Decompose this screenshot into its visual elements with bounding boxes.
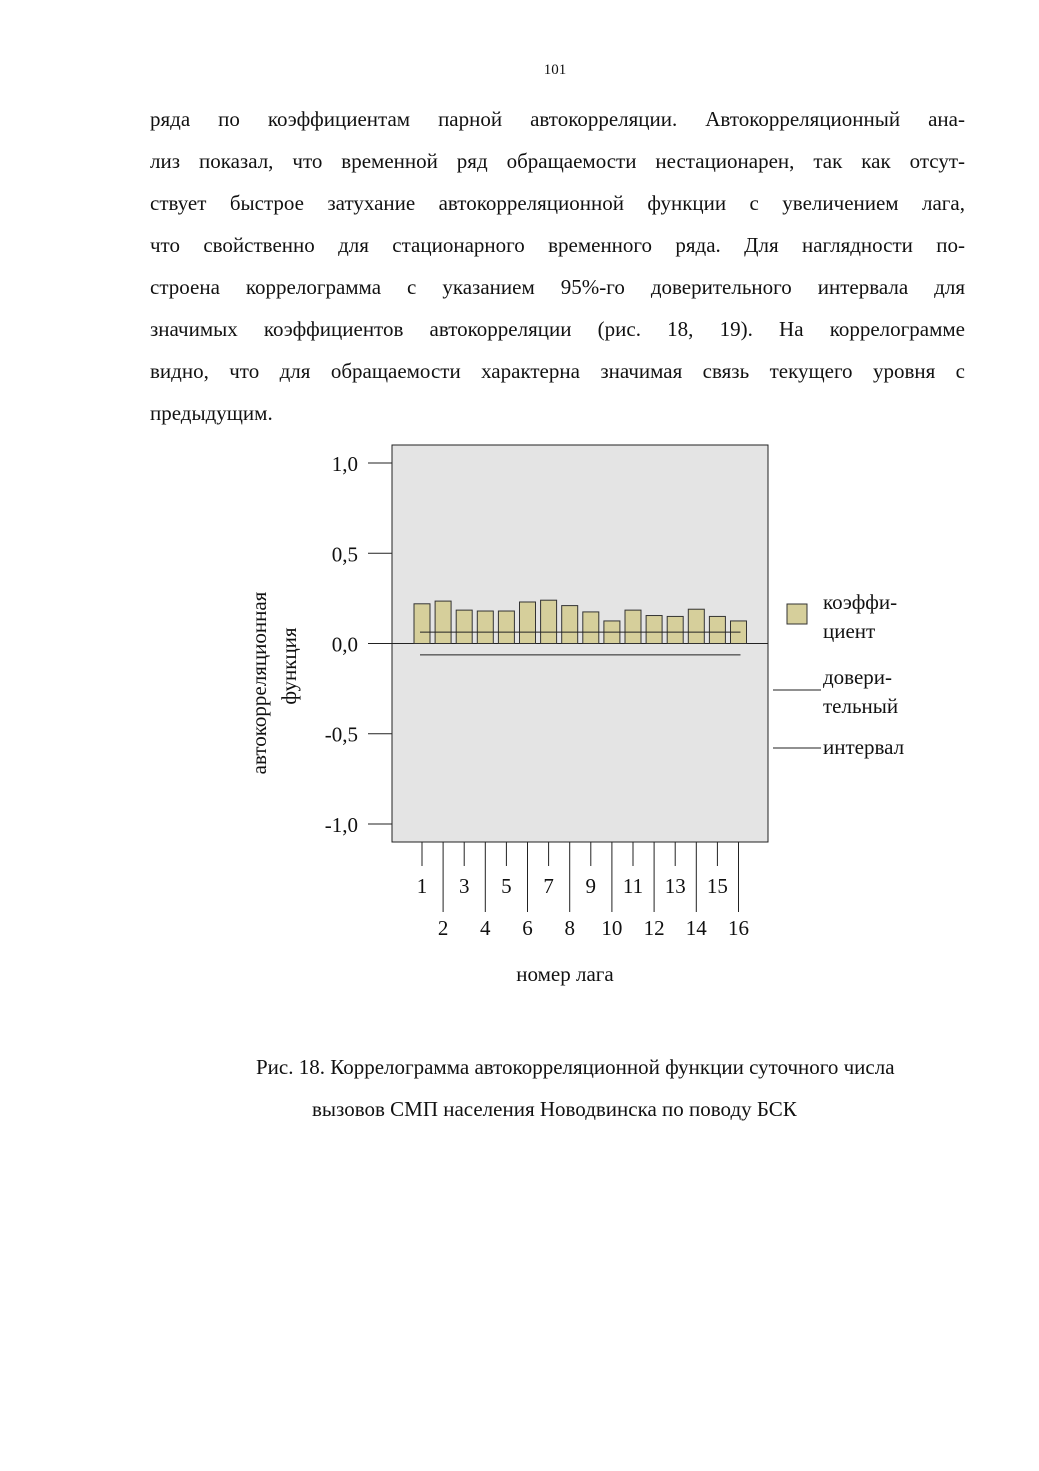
paragraph-line: предыдущим.: [150, 401, 273, 425]
x-tick-label: 14: [685, 916, 707, 940]
legend-label-ci-line-2: тельный: [823, 694, 899, 718]
x-tick-label: 4: [480, 916, 491, 940]
paragraph-line: видно, что для обращаемости характерна значимая связь текущего уровня с: [150, 359, 965, 383]
legend-swatch-coefficient: [787, 604, 807, 624]
legend-label-coefficient-line-2: циент: [823, 619, 876, 643]
x-tick-label: 13: [664, 874, 686, 898]
x-tick-label: 1: [416, 874, 428, 898]
paragraph-line: ряда по коэффициентам парной автокорреляции. Автокорреляционный ана-: [150, 107, 965, 131]
paragraph-line: строена коррелограмма с указанием 95%-го доверительного интервала для: [150, 275, 965, 299]
paragraph-line: значимых коэффициентов автокорреляции (рис. 18, 19). На коррелограмме: [150, 317, 965, 341]
legend-label-ci-line-1: довери-: [823, 665, 893, 689]
figure-caption-line-1: Рис. 18. Коррелограмма автокорреляционной функции суточного числа: [256, 1055, 895, 1079]
legend: [773, 590, 904, 759]
y-tick-label: -0,5: [324, 722, 358, 747]
x-tick-label: 10: [601, 916, 623, 940]
paragraph-line: что свойственно для стационарного временного ряда. Для наглядности по-: [150, 233, 965, 257]
x-tick-label: 15: [706, 874, 728, 898]
x-tick-label: 6: [522, 916, 533, 940]
x-tick-label: 12: [643, 916, 665, 940]
bar-lag-3: [456, 610, 472, 643]
page-number: 101: [543, 62, 567, 78]
legend-label-ci-line-3: интервал: [823, 735, 905, 759]
bar-lag-8: [562, 606, 578, 644]
bar-lag-13: [667, 616, 683, 643]
y-axis-title-line-1: автокорреляционная: [247, 591, 271, 775]
x-tick-label: 3: [458, 874, 470, 898]
bar-lag-12: [646, 616, 662, 644]
bar-lag-9: [583, 612, 599, 644]
bar-lag-15: [709, 616, 725, 643]
bar-lag-2: [435, 601, 451, 643]
y-tick-label: 0,0: [331, 632, 358, 657]
legend-label-coefficient-line-1: коэффи-: [823, 590, 898, 614]
x-tick-label: 16: [728, 916, 749, 940]
y-tick-label: 0,5: [331, 542, 358, 567]
x-tick-label: 11: [622, 874, 644, 898]
y-tick-label: -1,0: [324, 812, 358, 837]
figure-caption-line-2: вызовов СМП населения Новодвинска по поводу БСК: [312, 1097, 797, 1121]
paragraph-line: лиз показал, что временной ряд обращаемости нестационарен, так как отсут-: [150, 149, 965, 173]
x-tick-label: 7: [543, 874, 554, 898]
paragraph-line: ствует быстрое затухание автокорреляционной функции с увеличением лага,: [150, 191, 965, 215]
bar-lag-1: [414, 604, 430, 644]
bar-lag-7: [541, 600, 557, 643]
y-axis-title-line-2: функция: [277, 627, 301, 705]
y-tick-label: 1,0: [331, 452, 358, 477]
x-axis: [417, 842, 749, 940]
y-axis: [325, 452, 392, 837]
bar-lag-14: [688, 609, 704, 643]
bar-lag-11: [625, 610, 641, 643]
x-tick-label: 5: [501, 874, 512, 898]
bar-lag-4: [477, 611, 493, 643]
x-tick-label: 9: [585, 874, 597, 898]
x-axis-title: номер лага: [516, 962, 614, 986]
x-tick-label: 2: [437, 916, 449, 940]
x-tick-label: 8: [564, 916, 575, 940]
bar-lag-5: [498, 611, 514, 643]
bar-lag-6: [520, 602, 536, 644]
